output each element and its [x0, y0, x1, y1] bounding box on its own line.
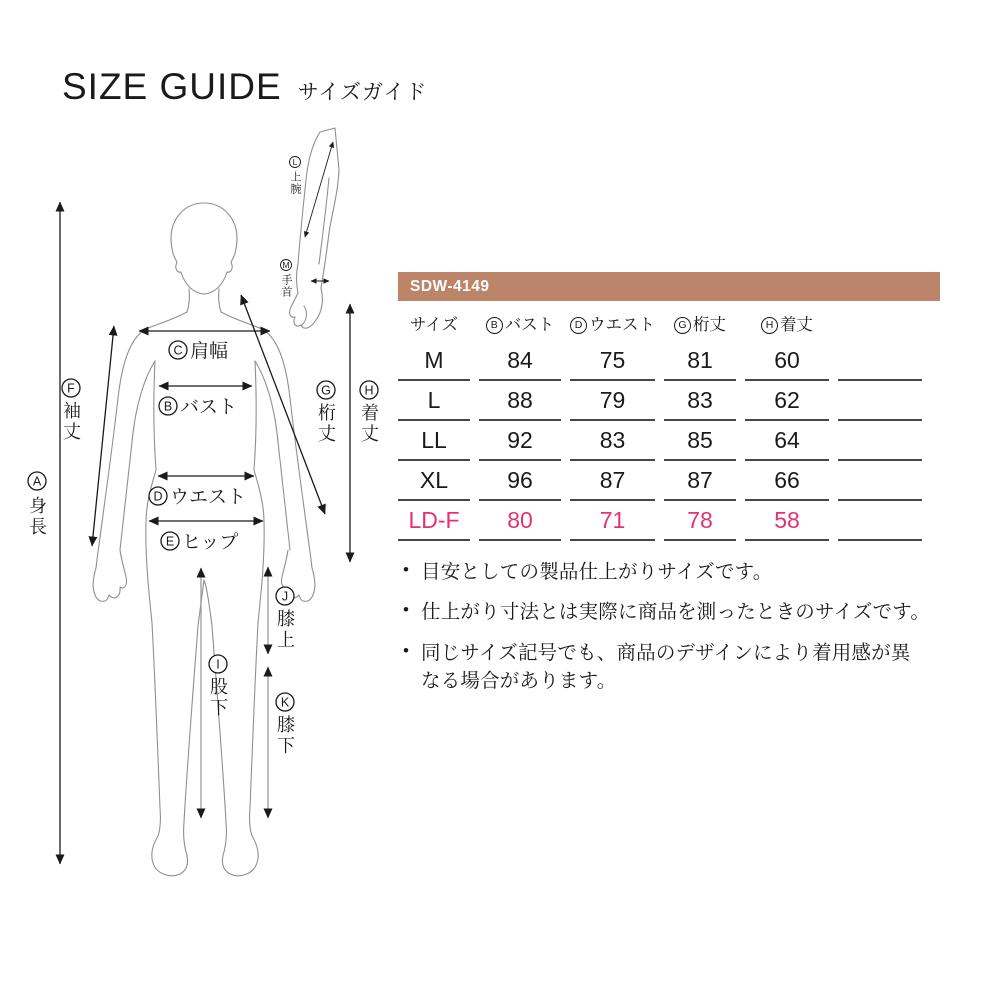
- column-header-length: H 着丈: [745, 304, 829, 341]
- yuki-cell: 78: [664, 501, 736, 541]
- column-header-waist: D ウエスト: [570, 304, 655, 341]
- measurement-figure-svg: [8, 118, 408, 928]
- table-row-ldf: [398, 501, 922, 541]
- column-header-yuki: G 桁丈: [664, 304, 736, 341]
- size-table-section: [398, 272, 940, 707]
- waist-cell: 79: [570, 381, 655, 421]
- length-cell: 66: [745, 461, 829, 501]
- circled-letter-g: G: [674, 317, 691, 334]
- label-letter-hip: E: [165, 534, 175, 549]
- label-letter-height: A: [32, 474, 42, 489]
- table-row-xl: [398, 461, 922, 501]
- label-letter-waist: D: [153, 489, 163, 504]
- table-row-m: [398, 341, 922, 381]
- body-measurement-diagram: [8, 118, 408, 928]
- label-bust: バスト: [180, 397, 238, 418]
- upper-arm-line: [305, 142, 333, 237]
- label-letter-yuki: G: [321, 383, 331, 398]
- label-wrist: 手首: [280, 274, 292, 298]
- column-header-size: サイズ: [409, 315, 459, 334]
- circled-letter-d: D: [570, 317, 587, 334]
- empty-cell: [838, 421, 922, 461]
- length-cell: 62: [745, 381, 829, 421]
- waist-cell: 87: [570, 461, 655, 501]
- size-cell: LD-F: [398, 501, 470, 541]
- yuki-cell: 81: [664, 341, 736, 381]
- label-letter-wrist: M: [282, 260, 290, 270]
- page-title: SIZE GUIDE: [62, 66, 282, 107]
- size-table: [389, 304, 931, 541]
- label-letter-inseam: I: [216, 657, 220, 672]
- column-header-empty: [838, 304, 922, 341]
- product-code-bar: [398, 272, 940, 301]
- label-letter-length: H: [364, 383, 374, 398]
- label-shoulder: 肩幅: [190, 341, 229, 362]
- circled-letter-b: B: [486, 317, 503, 334]
- bust-cell: 88: [479, 381, 561, 421]
- label-letter-upper-arm: L: [292, 157, 298, 167]
- size-cell: LL: [398, 421, 470, 461]
- circled-letter-h: H: [761, 317, 778, 334]
- size-cell: M: [398, 341, 470, 381]
- notes-list: [398, 558, 946, 695]
- bust-cell: 80: [479, 501, 561, 541]
- empty-cell: [838, 501, 922, 541]
- label-letter-above-knee: J: [281, 589, 289, 604]
- size-cell: XL: [398, 461, 470, 501]
- length-cell: 58: [745, 501, 829, 541]
- label-hip: ヒップ: [182, 532, 239, 553]
- label-letter-bust: B: [163, 399, 173, 414]
- measurement-labels: [27, 157, 379, 758]
- label-yuki: 桁丈: [316, 403, 336, 445]
- bust-cell: 84: [479, 341, 561, 381]
- bust-cell: 92: [479, 421, 561, 461]
- waist-cell: 71: [570, 501, 655, 541]
- table-row-ll: [398, 421, 922, 461]
- label-above-knee: 膝上: [275, 609, 295, 651]
- empty-cell: [838, 341, 922, 381]
- column-header-bust: B バスト: [479, 304, 561, 341]
- label-letter-below-knee: K: [280, 695, 290, 710]
- label-below-knee: 膝下: [275, 715, 295, 757]
- yuki-cell: 87: [664, 461, 736, 501]
- length-cell: 64: [745, 421, 829, 461]
- note-item-1: • 目安としての製品仕上がりサイズです。: [398, 558, 946, 586]
- bust-cell: 96: [479, 461, 561, 501]
- waist-cell: 83: [570, 421, 655, 461]
- table-row-l: [398, 381, 922, 421]
- length-cell: 60: [745, 341, 829, 381]
- waist-cell: 75: [570, 341, 655, 381]
- yuki-cell: 83: [664, 381, 736, 421]
- label-length: 着丈: [359, 403, 379, 445]
- label-upper-arm: 上腕: [289, 171, 301, 195]
- label-letter-sleeve: F: [67, 381, 75, 396]
- label-inseam: 股下: [208, 677, 228, 719]
- label-height: 身長: [27, 496, 47, 538]
- product-code: SDW-4149: [410, 278, 490, 295]
- label-sleeve: 袖丈: [61, 401, 81, 443]
- note-item-2: • 仕上がり寸法とは実際に商品を測ったときのサイズです。: [398, 598, 946, 626]
- yuki-line: [241, 295, 325, 514]
- label-letter-shoulder: C: [173, 343, 183, 358]
- label-waist: ウエスト: [170, 487, 247, 508]
- empty-cell: [838, 461, 922, 501]
- yuki-cell: 85: [664, 421, 736, 461]
- page-subtitle-ja: サイズガイド: [297, 81, 428, 104]
- page-header: [62, 66, 427, 108]
- empty-cell: [838, 381, 922, 421]
- note-item-3: • 同じサイズ記号でも、商品のデザインにより着用感が異なる場合があります。: [398, 639, 918, 696]
- size-cell: L: [398, 381, 470, 421]
- size-table-header-row: [398, 304, 922, 341]
